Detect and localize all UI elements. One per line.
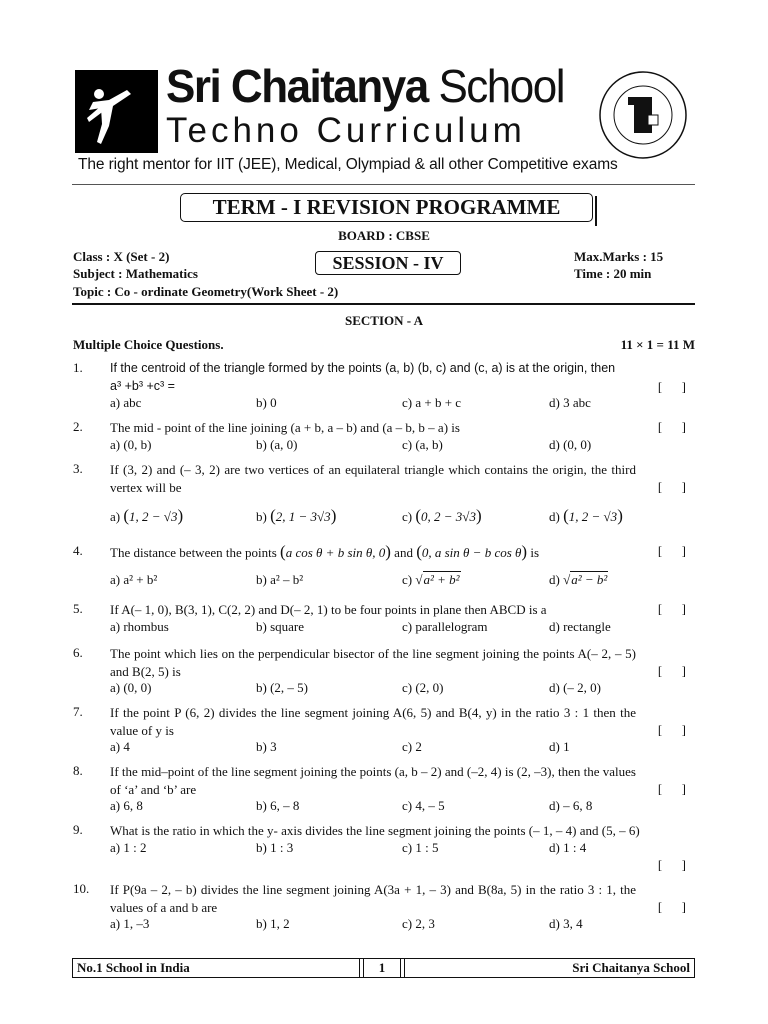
option-c[interactable]: c) (a, b) [402,436,443,452]
session-label: SESSION - IV [315,251,461,275]
section-divider [72,303,695,305]
page-title: TERM - I REVISION PROGRAMME [180,193,593,222]
option-c[interactable]: c) (0, 2 − 3√3) [402,506,482,525]
curriculum-title: Techno Curriculum [166,111,526,150]
question-number: 1. [73,360,83,375]
option-b[interactable]: b) (a, 0) [256,436,298,452]
option-b[interactable]: b) a² – b² [256,571,304,587]
question-stem: The mid - point of the line joining (a + b, a – b) and (a – b, b – a) is [110,420,460,435]
question-number: 6. [73,645,83,660]
question-stem: If the mid–point of the line segment joining the points (a, b – 2) and (–2, 4) is (2, –3), then the values of ‘a’ and ‘b’ are [110,764,636,797]
question-3 [73,461,696,532]
options [110,739,696,757]
option-c-value: a² + b² [423,571,460,587]
option-c[interactable]: c) 2, 3 [402,916,435,931]
option-d[interactable]: d) 3 abc [549,395,591,410]
option-a[interactable]: a) (0, b) [110,436,152,452]
option-d[interactable]: d) rectangle [549,618,611,634]
question-stem: If P(9a – 2, – b) divides the line segment joining A(3a + 1, – 3) and B(8a, 5) in the ratio 3 : 1, the values of a and b are [110,882,636,915]
question-stem-2 [110,378,696,396]
answer-bracket[interactable]: [ ] [657,781,686,796]
option-c[interactable]: c) parallelogram [402,618,488,634]
option-b[interactable]: b) square [256,618,305,634]
answer-bracket[interactable]: [ ] [657,663,686,678]
question-4 [73,543,696,596]
option-d-label: d) [549,571,560,587]
mcq-heading: Multiple Choice Questions. [73,337,224,352]
question-stem: What is the ratio in which the y- axis divides the line segment joining the points (– 1, – 4) and (5, – 6) [110,823,640,838]
option-b[interactable]: b) 0 [256,395,277,410]
options [110,395,696,413]
option-d[interactable]: d) (– 2, 0) [549,680,601,695]
option-a-value: 1, 2 − √3 [129,509,178,524]
question-number: 9. [73,822,83,837]
option-d[interactable]: d) 1 : 4 [549,839,587,855]
question-8 [73,763,696,816]
answer-bracket[interactable]: [ ] [657,899,686,914]
options [110,619,696,637]
option-d[interactable]: d) √a² − b² [549,571,608,587]
option-d[interactable]: d) – 6, 8 [549,798,593,813]
option-a[interactable]: a) a² + b² [110,571,158,587]
answer-bracket[interactable]: [ ] [657,857,686,872]
option-b[interactable]: b) 3 [256,739,277,754]
option-a[interactable]: a) 1 : 2 [110,839,147,855]
answer-bracket[interactable]: [ ] [657,722,686,737]
option-b[interactable]: b) (2, – 5) [256,680,308,695]
options [110,572,696,596]
option-c[interactable]: c) a + b + c [402,395,462,410]
question-stem: If the centroid of the triangle formed by the points (a, b) (b, c) and (c, a) is at the origin, then [110,361,616,375]
option-c[interactable]: c) √a² + b² [402,571,460,587]
options [110,437,696,455]
question-number: 3. [73,461,83,476]
option-b[interactable]: b) 1 : 3 [256,839,294,855]
question-5 [73,601,696,637]
option-d[interactable]: d) (1, 2 − √3) [549,506,623,525]
question-7 [73,704,696,757]
option-a[interactable]: a) (1, 2 − √3) [110,506,184,525]
topic-info: Topic : Co - ordinate Geometry(Work Sheet - 2) [73,284,339,299]
school-name-bold: Sri Chaitanya [166,60,428,113]
option-b[interactable]: b) 1, 2 [256,916,290,931]
answer-bracket[interactable]: [ ] [657,419,686,434]
seal-icon [598,70,688,160]
question-stem-and: and [394,545,413,560]
option-a[interactable]: a) (0, 0) [110,680,152,695]
question-number: 2. [73,419,83,434]
answer-bracket[interactable]: [ ] [657,479,686,494]
option-d-label: d) [549,509,560,524]
option-d-value: a² − b² [571,571,608,587]
point-2: 0, a sin θ − b cos θ [421,545,522,560]
option-d[interactable]: d) (0, 0) [549,436,592,452]
option-a[interactable]: a) 1, –3 [110,916,150,931]
question-number: 7. [73,704,83,719]
question-stem: The distance between the points (a cos θ + b sin θ, 0) and (0, a sin θ − b cos θ) is [110,542,540,561]
option-c[interactable]: c) 4, – 5 [402,798,445,813]
question-stem: The point which lies on the perpendicular bisector of the line segment joining the points A(– 2, – 5) and B(2, 5) is [110,646,636,679]
options [110,840,696,858]
option-c[interactable]: c) 1 : 5 [402,839,439,855]
question-stem: If A(– 1, 0), B(3, 1), C(2, 2) and D(– 2, 1) to be four points in plane then ABCD is a [110,602,547,617]
question-1 [73,360,696,413]
question-10 [73,881,696,934]
option-d[interactable]: d) 1 [549,739,570,754]
question-stem-end: is [530,545,540,560]
option-c[interactable]: c) 2 [402,739,422,754]
question-number: 5. [73,601,83,616]
point-1: a cos θ + b sin θ, 0 [285,545,386,560]
class-info: Class : X (Set - 2) [73,249,170,264]
max-marks: Max.Marks : 15 [574,249,664,264]
option-a[interactable]: a) 4 [110,739,130,754]
question-9 [73,822,696,872]
options [110,916,696,934]
question-stem-text: The distance between the points [110,545,277,560]
question-number: 4. [73,543,83,558]
option-a[interactable]: a) 6, 8 [110,798,143,813]
runner-icon [75,70,158,153]
option-c-label: c) [402,571,413,587]
subject-info: Subject : Mathematics [73,266,198,281]
school-name-light: School [438,60,564,113]
option-b-label: b) [256,509,267,524]
header-divider [72,184,695,185]
question-stem: If the point P (6, 2) divides the line segment joining A(6, 5) and B(4, y) in the ratio 3 : 1 then the value of y is [110,705,636,738]
question-stem-cont: a³ +b³ +c³ = [110,378,175,393]
school-name [166,60,564,113]
option-a[interactable]: a) abc [110,395,142,410]
question-6 [73,645,696,698]
question-stem: If (3, 2) and (– 3, 2) are two vertices of an equilateral triangle which contains the origin, the third vertex will be [110,462,636,495]
tagline: The right mentor for IIT (JEE), Medical, Olympiad & all other Competitive exams [78,156,618,173]
options [110,506,696,532]
option-b[interactable]: b) 6, – 8 [256,798,300,813]
footer-left-text: No.1 School in India [77,960,190,975]
option-c-value: 0, 2 − 3√3 [421,509,476,524]
school-seal [598,70,688,160]
section-title: SECTION - A [344,313,424,328]
page-number: 1 [363,959,401,977]
option-c-label: c) [402,509,413,524]
school-logo [75,70,158,153]
page-footer [72,958,695,978]
time-limit: Time : 20 min [574,266,652,281]
option-b[interactable]: b) (2, 1 − 3√3) [256,506,337,525]
answer-bracket[interactable]: [ ] [657,543,686,558]
question-2 [73,419,696,455]
answer-bracket[interactable]: [ ] [657,378,686,394]
option-b-value: 2, 1 − 3√3 [275,509,331,524]
option-d[interactable]: d) 3, 4 [549,916,583,931]
options [110,680,696,698]
marks-distribution: 11 × 1 = 11 M [620,337,695,352]
option-c[interactable]: c) (2, 0) [402,680,444,695]
option-d-value: 1, 2 − √3 [568,509,618,524]
board-label: BOARD : CBSE [338,228,430,243]
options [110,798,696,816]
question-number: 10. [73,881,90,896]
option-a-label: a) [110,509,121,524]
answer-bracket[interactable]: [ ] [657,601,686,616]
option-a[interactable]: a) rhombus [110,618,169,634]
question-number: 8. [73,763,83,778]
footer-right-text: Sri Chaitanya School [572,960,690,975]
